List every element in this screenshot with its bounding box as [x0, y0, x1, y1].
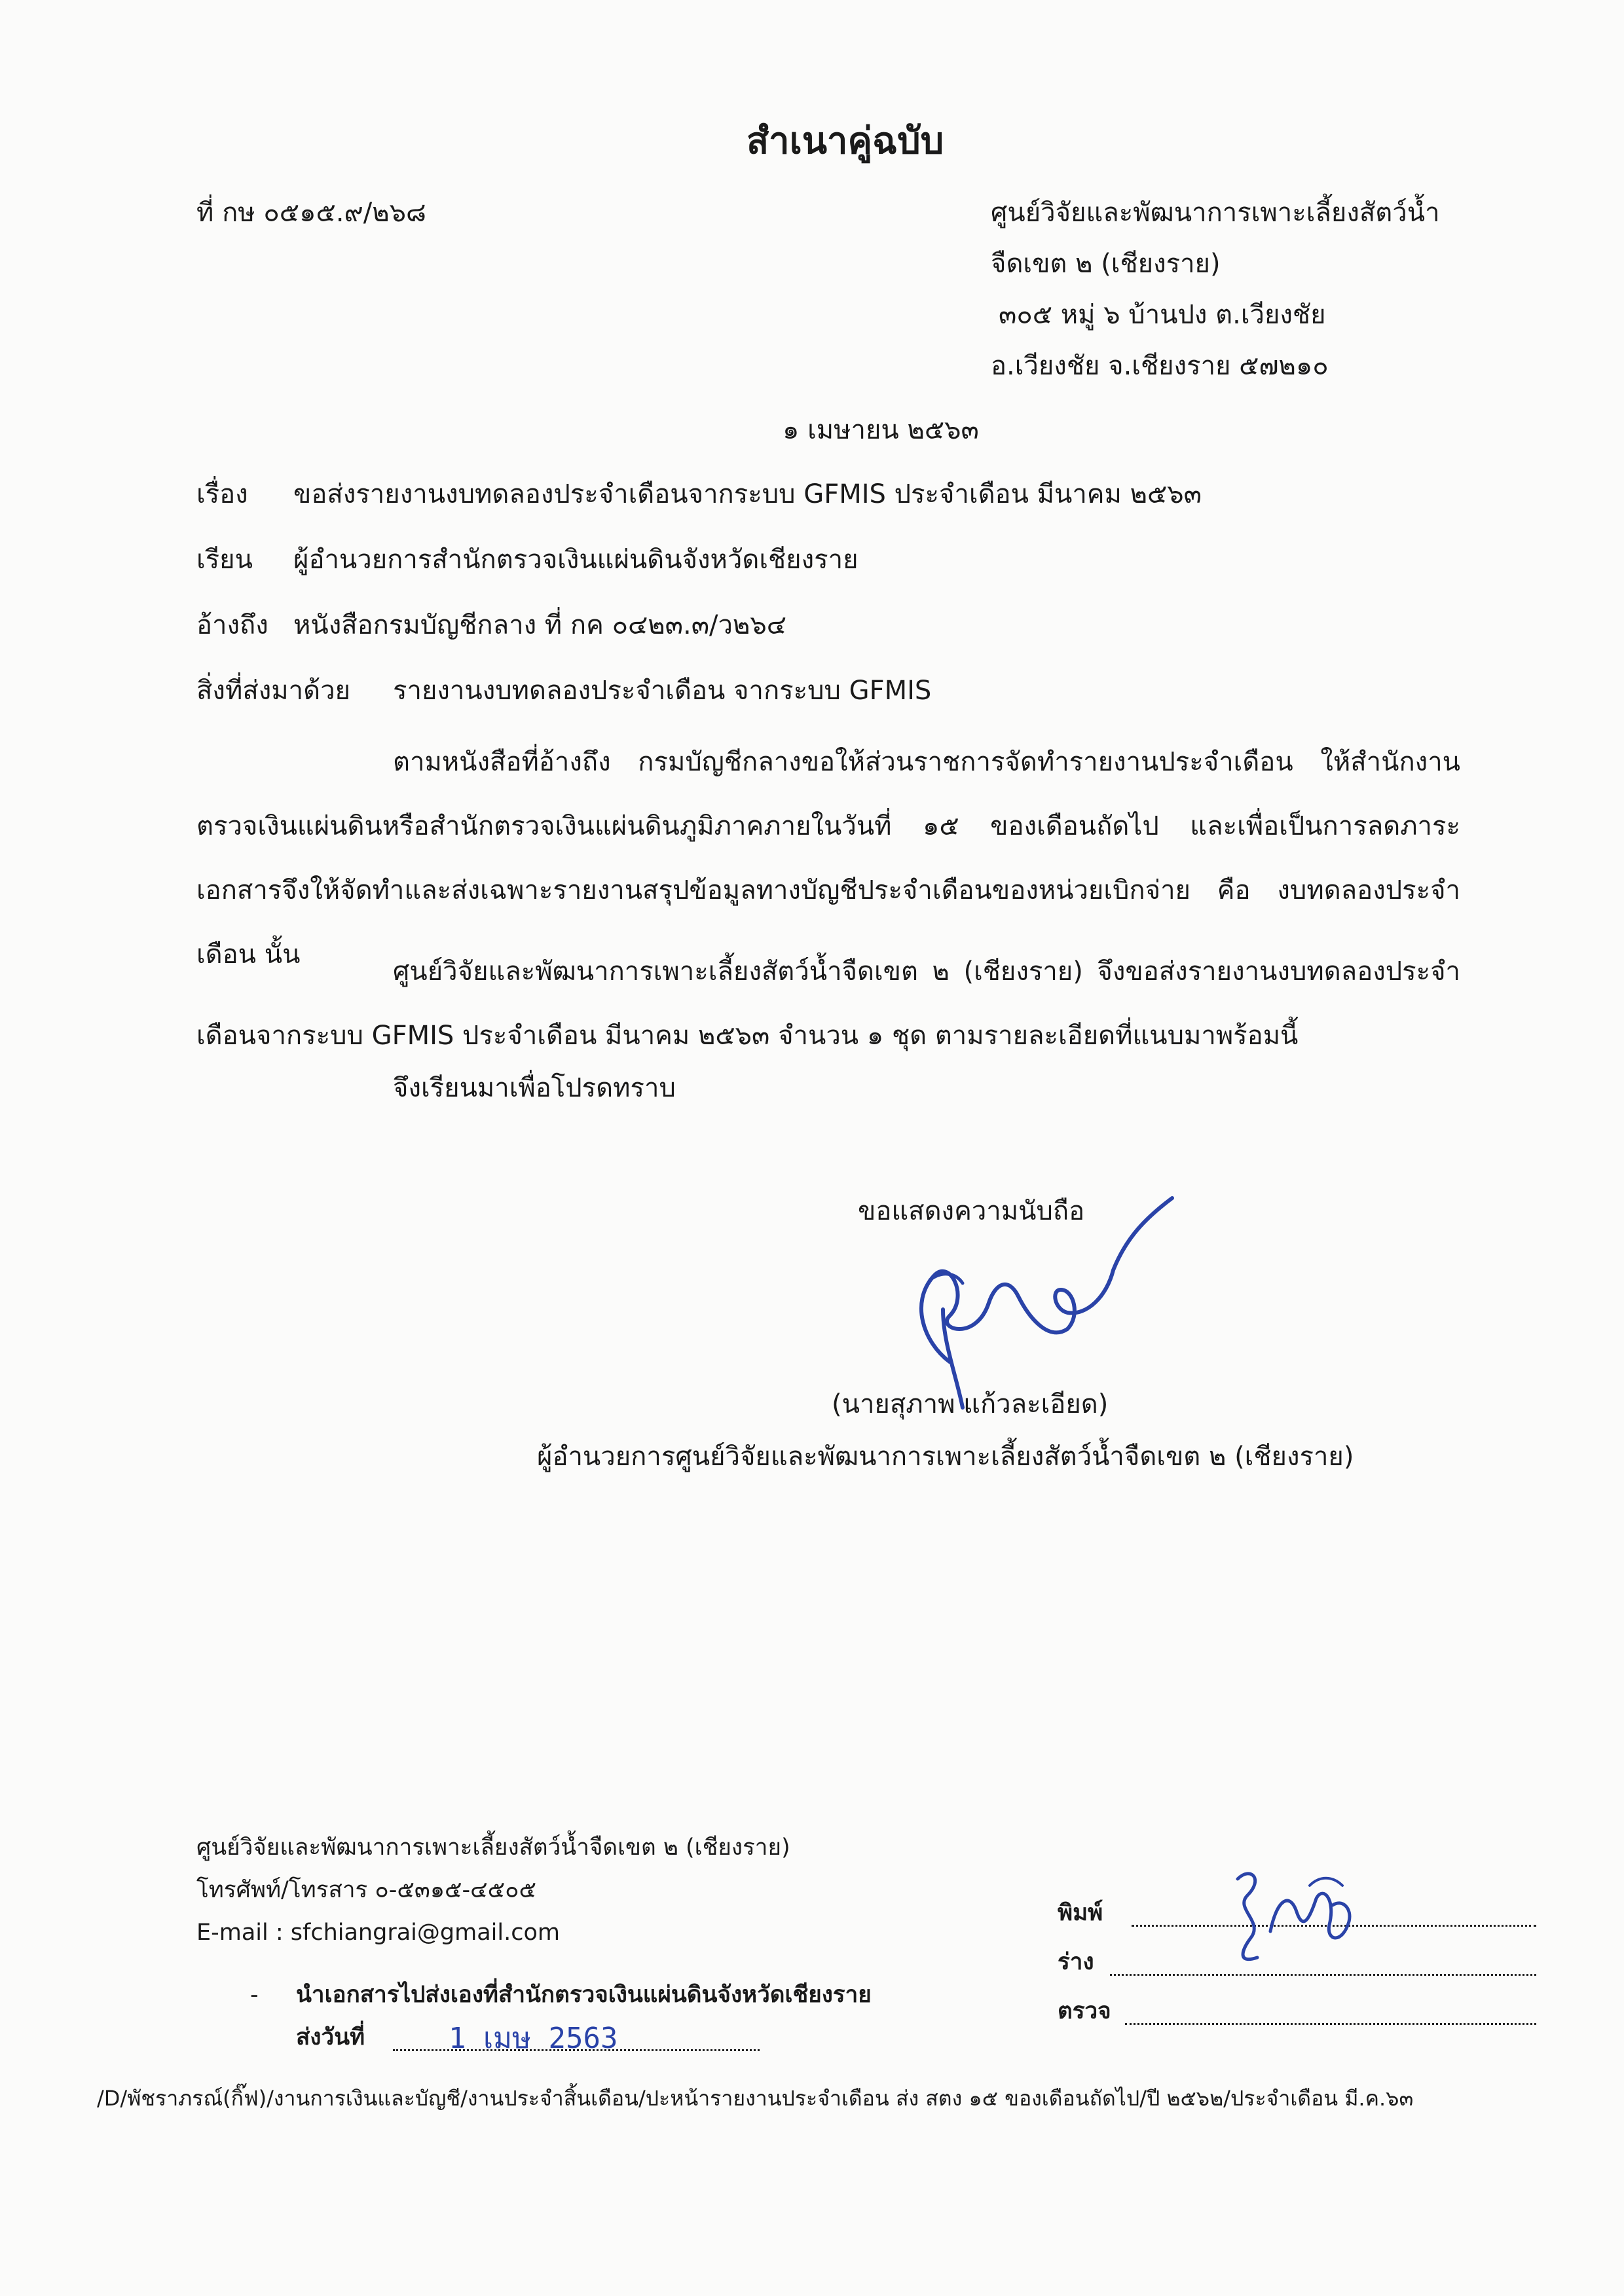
enclosure-text: รายงานงบทดลองประจำเดือน จากระบบ GFMIS: [393, 676, 932, 706]
file-path: /D/พัชราภรณ์(กิ๊ฟ)/งานการเงินและบัญชี/งานประจำสิ้นเดือน/ปะหน้ารายงานประจำเดือน ส่ง สตง ๑๕ ของเดือนถัดไป/ปี ๒๕๖๒/ประจำเดือน มี.ค.๖๓: [97, 2086, 1414, 2111]
address-line-3: ๓๐๕ หมู่ ๖ บ้านปง ต.เวียงชัย: [999, 300, 1326, 330]
sent-date-label: ส่งวันที่: [296, 2024, 365, 2050]
footer-organization: ศูนย์วิจัยและพัฒนาการเพาะเลี้ยงสัตว์น้ำจืดเขต ๒ (เชียงราย): [196, 1834, 790, 1861]
address-line-4: อ.เวียงชัย จ.เชียงราย ๕๗๒๑๐: [991, 351, 1329, 381]
signatory-position: ผู้อำนวยการศูนย์วิจัยและพัฒนาการเพาะเลี้ยงสัตว์น้ำจืดเขต ๒ (เชียงราย): [537, 1442, 1354, 1472]
closing-regards: ขอแสดงความนับถือ: [858, 1196, 1085, 1226]
note-bullet: -: [250, 1982, 259, 2008]
to-text: ผู้อำนวยการสำนักตรวจเงินแผ่นดินจังหวัดเชียงราย: [293, 545, 858, 575]
check-line: [1125, 1998, 1536, 2028]
enclosure-label: สิ่งที่ส่งมาด้วย: [196, 676, 350, 706]
reference-text: หนังสือกรมบัญชีกลาง ที่ กค ๐๔๒๓.๓/ว๒๖๔: [293, 610, 787, 640]
body-paragraph-1: ตามหนังสือที่อ้างถึง กรมบัญชีกลางขอให้ส่วนราชการจัดทำรายงานประจำเดือน ให้สำนักงานตรวจเงินแผ่นดินหรือสำนักตรวจเงินแผ่นดินภูมิภาคภายในวันที่ ๑๕ ของเดือนถัดไป และเพื่อเป็นการลดภาระเอกสารจึงให้จัดทำและส่งเฉพาะรายงานสรุปข้อมูลทางบัญชีประจำเดือนของหน่วยเบิกจ่าย คือ งบทดลองประจำเดือน นั้น: [196, 747, 1460, 970]
print-label: พิมพ์: [1058, 1900, 1103, 1926]
signature-image: [871, 1192, 1198, 1414]
address-line-2: จืดเขต ๒ (เชียงราย): [991, 249, 1221, 279]
initials-signature-image: [1211, 1859, 1382, 1971]
footer-email: E-mail : sfchiangrai@gmail.com: [196, 1920, 560, 1946]
letter-date: ๑ เมษายน ๒๕๖๓: [783, 415, 979, 445]
delivery-note: นำเอกสารไปส่งเองที่สำนักตรวจเงินแผ่นดินจังหวัดเชียงราย: [296, 1982, 872, 2008]
check-label: ตรวจ: [1058, 1998, 1111, 2024]
footer-phone: โทรศัพท์/โทรสาร ๐-๕๓๑๕-๔๕๐๕: [196, 1877, 537, 1903]
subject-label: เรื่อง: [196, 479, 248, 509]
address-line-1: ศูนย์วิจัยและพัฒนาการเพาะเลี้ยงสัตว์น้ำ: [991, 198, 1440, 228]
body-paragraph-3: จึงเรียนมาเพื่อโปรดทราบ: [393, 1073, 676, 1103]
sent-date-handwritten: 1 เมษ 2563: [449, 2022, 618, 2055]
draft-label: ร่าง: [1058, 1949, 1094, 1975]
to-label: เรียน: [196, 545, 253, 575]
body-paragraph-2: ศูนย์วิจัยและพัฒนาการเพาะเลี้ยงสัตว์น้ำจืดเขต ๒ (เชียงราย) จึงขอส่งรายงานงบทดลองประจำเดือนจากระบบ GFMIS ประจำเดือน มีนาคม ๒๕๖๓ จำนวน ๑ ชุด ตามรายละเอียดที่แนบมาพร้อมนี้: [196, 957, 1460, 1051]
subject-text: ขอส่งรายงานงบทดลองประจำเดือนจากระบบ GFMIS ประจำเดือน มีนาคม ๒๕๖๓: [293, 479, 1202, 509]
signatory-name: (นายสุภาพ แก้วละเอียด): [832, 1389, 1109, 1419]
reference-label: อ้างถึง: [196, 610, 268, 640]
document-title: สำเนาคู่ฉบับ: [747, 120, 944, 162]
reference-number: ที่ กษ ๐๕๑๕.๙/๒๖๘: [196, 198, 426, 228]
